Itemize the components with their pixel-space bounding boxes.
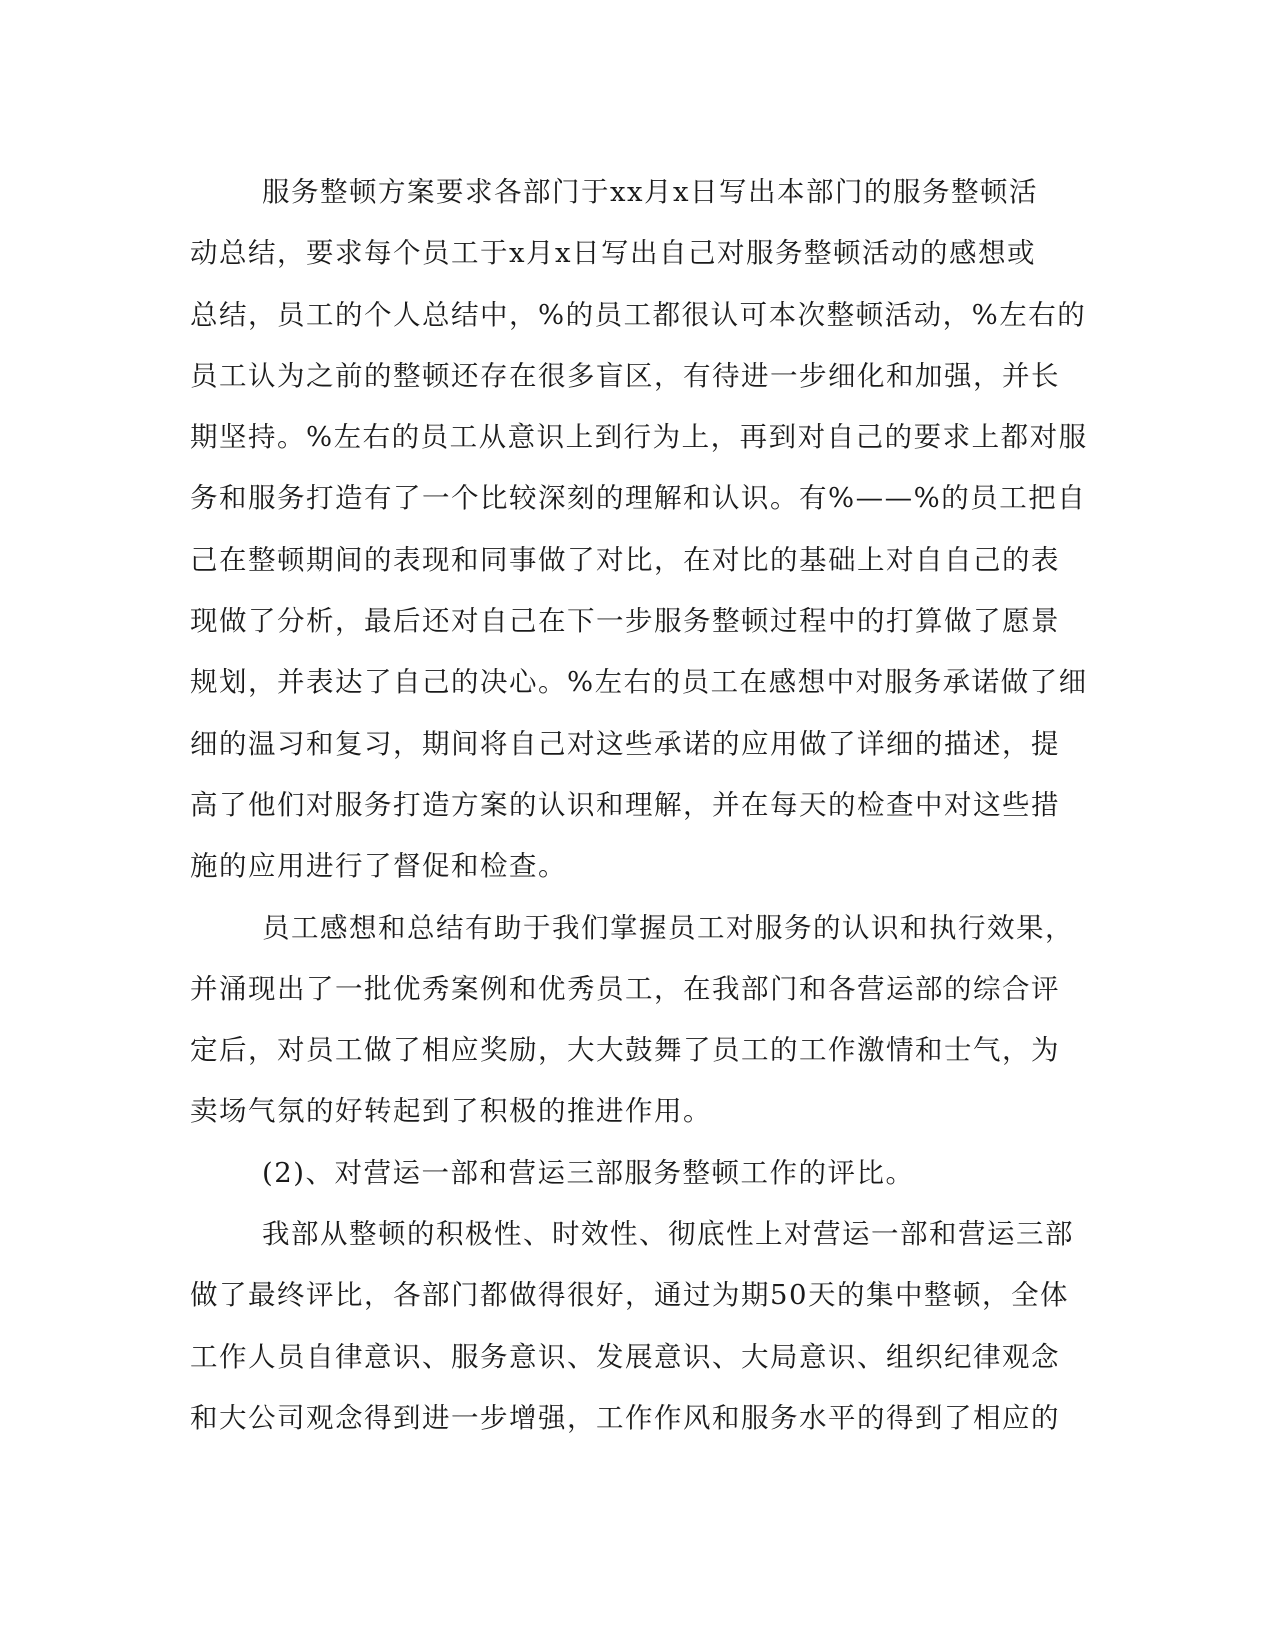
paragraph-2-line-4: 卖场气氛的好转起到了积极的推进作用。 xyxy=(190,1095,712,1128)
paragraph-1-line-5: 期坚持。%左右的员工从意识上到行为上，再到对自己的要求上都对服 xyxy=(190,421,1088,454)
paragraph-1-line-11: 高了他们对服务打造方案的认识和理解，并在每天的检查中对这些措 xyxy=(190,788,1060,821)
paragraph-1-line-1: 服务整顿方案要求各部门于xx月x日写出本部门的服务整顿活 xyxy=(262,176,1039,208)
paragraph-2-line-1: 员工感想和总结有助于我们掌握员工对服务的认识和执行效果， xyxy=(262,911,1074,944)
paragraph-2-line-2: 并涌现出了一批优秀案例和优秀员工，在我部门和各营运部的综合评 xyxy=(190,972,1060,1005)
paragraph-1-line-4: 员工认为之前的整顿还存在很多盲区，有待进一步细化和加强，并长 xyxy=(190,359,1060,392)
paragraph-1-line-3: 总结，员工的个人总结中，%的员工都很认可本次整顿活动，%左右的 xyxy=(190,298,1087,331)
paragraph-1-line-7: 己在整顿期间的表现和同事做了对比，在对比的基础上对自自己的表 xyxy=(190,543,1060,576)
paragraph-3-line-3: 工作人员自律意识、服务意识、发展意识、大局意识、组织纪律观念 xyxy=(190,1340,1060,1373)
paragraph-3-line-2: 做了最终评比，各部门都做得很好，通过为期50天的集中整顿，全体 xyxy=(190,1279,1069,1312)
section-heading: (2)、对营运一部和营运三部服务整顿工作的评比。 xyxy=(262,1156,915,1189)
paragraph-1-line-10: 细的温习和复习，期间将自己对这些承诺的应用做了详细的描述，提 xyxy=(190,727,1060,760)
paragraph-2-line-3: 定后，对员工做了相应奖励，大大鼓舞了员工的工作激情和士气，为 xyxy=(190,1034,1060,1067)
document-body xyxy=(190,162,1088,1449)
paragraph-1-line-8: 现做了分析，最后还对自己在下一步服务整顿过程中的打算做了愿景 xyxy=(190,605,1060,638)
paragraph-3-line-4: 和大公司观念得到进一步增强，工作作风和服务水平的得到了相应的 xyxy=(190,1401,1060,1434)
paragraph-1-line-9: 规划，并表达了自己的决心。%左右的员工在感想中对服务承诺做了细 xyxy=(190,666,1088,699)
paragraph-1-line-12: 施的应用进行了督促和检查。 xyxy=(190,850,567,883)
paragraph-1-line-2: 动总结，要求每个员工于x月x日写出自己对服务整顿活动的感想或 xyxy=(190,237,1037,270)
paragraph-3-line-1: 我部从整顿的积极性、时效性、彻底性上对营运一部和营运三部 xyxy=(262,1218,1074,1251)
paragraph-1-line-6: 务和服务打造有了一个比较深刻的理解和认识。有%——%的员工把自 xyxy=(190,482,1087,515)
